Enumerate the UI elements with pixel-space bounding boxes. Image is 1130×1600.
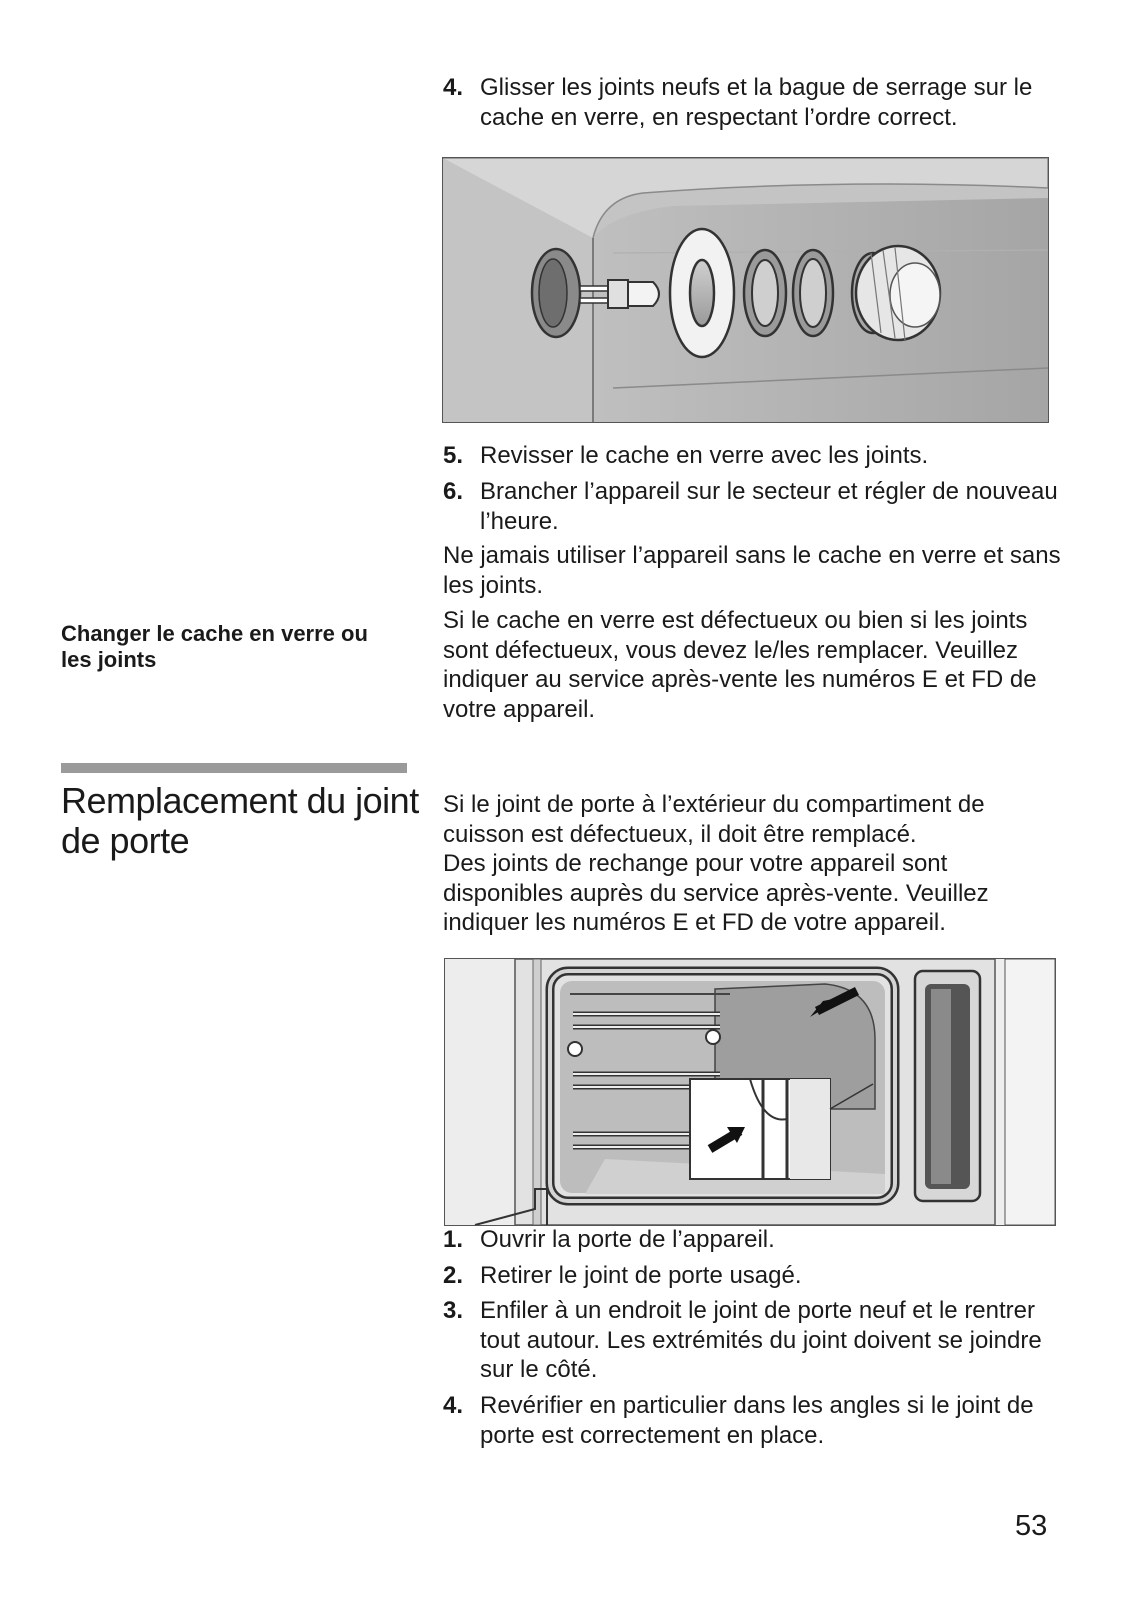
section-divider — [61, 763, 407, 773]
step-number: 6. — [443, 478, 464, 505]
step-number: 5. — [443, 442, 464, 469]
step-item — [443, 1391, 1063, 1450]
step-item — [443, 1261, 1063, 1291]
warning-text: Ne jamais utiliser l’appareil sans le cache en verre et sans les joints. — [443, 542, 1061, 599]
step-text: Brancher l’appareil sur le secteur et régler de nouveau l’heure. — [480, 478, 1058, 535]
section-intro: Si le joint de porte à l’extérieur du compartiment de cuisson est défectueux, il doit être remplacé. — [443, 791, 985, 848]
step-item — [443, 1225, 1063, 1255]
step-text: Enfiler à un endroit le joint de porte neuf et le rentrer tout autour. Les extrémités du joint doivent se joindre sur le côté. — [480, 1297, 1042, 1383]
subsection-text: Si le cache en verre est défectueux ou bien si les joints sont défectueux, vous devez le/les remplacer. Veuillez indiquer au service après-vente les numéros E et FD de votre appareil. — [443, 607, 1037, 723]
door-seal-illustration — [444, 958, 1056, 1226]
step-number: 1. — [443, 1226, 464, 1253]
step-item — [443, 477, 1063, 536]
section-intro: Des joints de rechange pour votre appareil sont disponibles auprès du service après-vente. Veuillez indiquer les numéros E et FD de votre appareil. — [443, 850, 989, 936]
section-heading: Remplacement du joint de porte — [61, 780, 419, 861]
step-text: Ouvrir la porte de l’appareil. — [480, 1226, 775, 1253]
step-text: Revisser le cache en verre avec les joints. — [480, 442, 929, 469]
step-item — [443, 1296, 1063, 1385]
step-text: Glisser les joints neufs et la bague de serrage sur le cache en verre, en respectant l’ordre correct. — [480, 74, 1033, 131]
step-number: 4. — [443, 1392, 464, 1419]
oven-seal-drawing — [445, 959, 1055, 1225]
step-text: Revérifier en particulier dans les angles si le joint de porte est correctement en place. — [480, 1392, 1034, 1449]
step-item — [443, 73, 1063, 132]
lamp-seal-illustration — [442, 157, 1049, 423]
step-number: 2. — [443, 1262, 464, 1289]
step-number: 4. — [443, 74, 464, 101]
step-text: Retirer le joint de porte usagé. — [480, 1262, 802, 1289]
lamp-parts-drawing — [443, 158, 1048, 422]
subsection-heading: Changer le cache en verre ou les joints — [61, 621, 368, 672]
step-number: 3. — [443, 1297, 464, 1324]
step-item — [443, 441, 1063, 471]
page-number: 53 — [1015, 1510, 1048, 1542]
